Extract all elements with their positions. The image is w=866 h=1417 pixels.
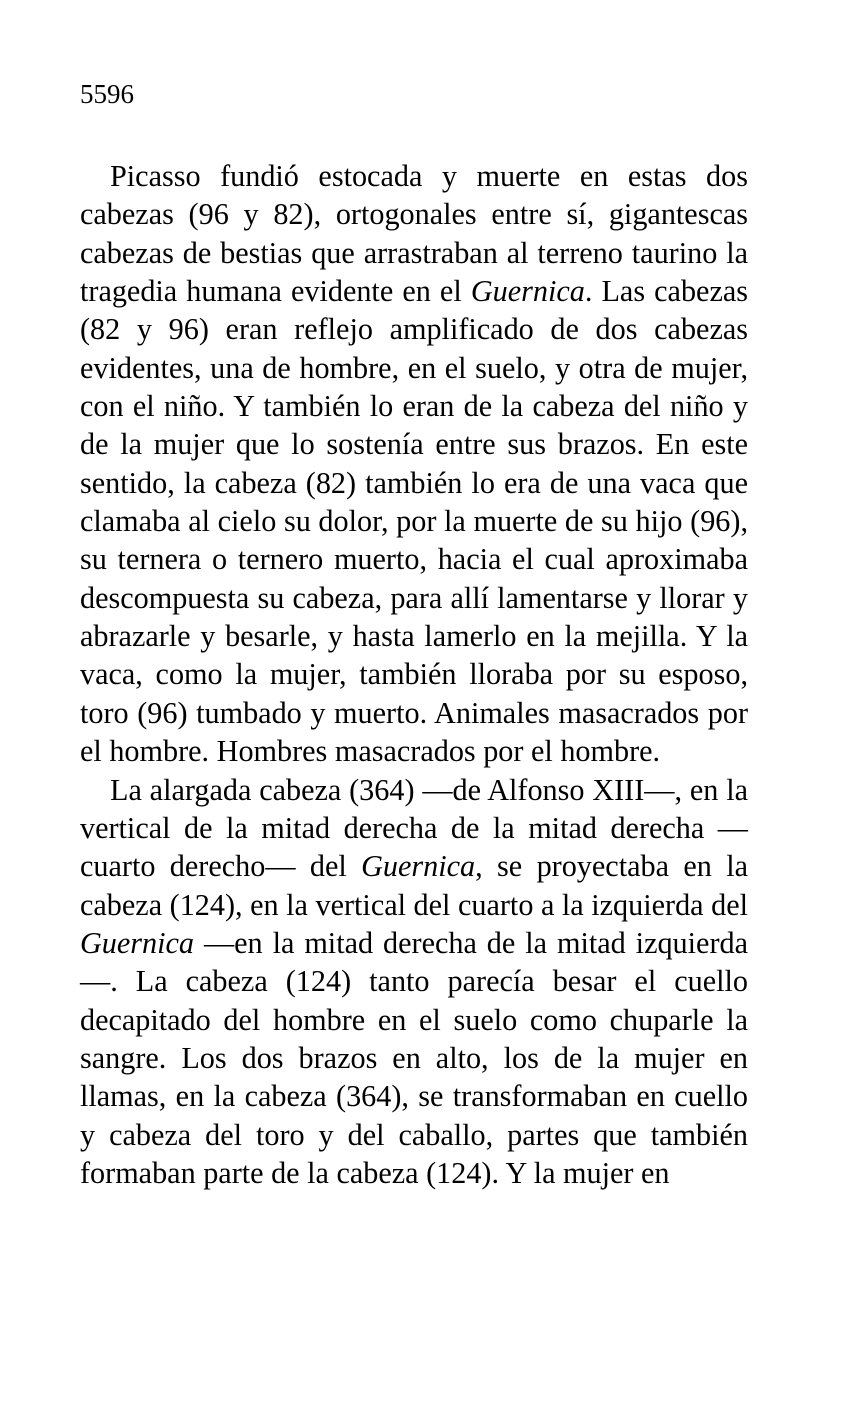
page-number: 5596 [80,79,134,109]
italic-title: Guernica [470,274,585,309]
text-run: Picasso fundió estocada y muerte en estas dos cabezas (96 y 82), ortogonales entre sí, gigantescas cabezas de bestias que arrastraban al terreno taurino la tragedia humana evidente en el [80,159,748,309]
body-text [80,157,748,1192]
text-run: La alargada cabeza (364) —de Alfonso XIII—, en la vertical de la mitad derecha de la mitad derecha —cuarto derecho— del [80,772,748,884]
paragraph [80,157,748,771]
text-run: . Las cabezas (82 y 96) eran reflejo amplificado de dos cabezas evidentes, una de hombre, en el suelo, y otra de mujer, con el niño. Y también lo eran de la cabeza del niño y de la mujer que lo sostenía entre sus brazos. En este sentido, la cabeza (82) también lo era de una vaca que clamaba al cielo su dolor, por la muerte de su hijo (96), su ternera o ternero muerto, hacia el cual aproximaba descompuesta su cabeza, para allí lamentarse y llorar y abrazarle y besarle, y hasta lamerlo en la mejilla. Y la vaca, como la mujer, también lloraba por su esposo, toro (96) tumbado y muerto. Animales masacrados por el hombre. Hombres masacrados por el hombre. [80,274,748,769]
paragraph [80,771,748,1193]
text-run: , se proyectaba en la cabeza (124), en la vertical del cuarto a la izquierda del [80,849,748,922]
text-run: —en la mitad derecha de la mitad izquierda—. La cabeza (124) tanto parecía besar el cuello decapitado del hombre en el suelo como chuparle la sangre. Los dos brazos en alto, los de la mujer en llamas, en la cabeza (364), se transformaban en cuello y cabeza del toro y del caballo, partes que también formaban parte de la cabeza (124). Y la mujer en [80,925,748,1190]
italic-title: Guernica [80,925,195,960]
italic-title: Guernica [361,849,476,884]
